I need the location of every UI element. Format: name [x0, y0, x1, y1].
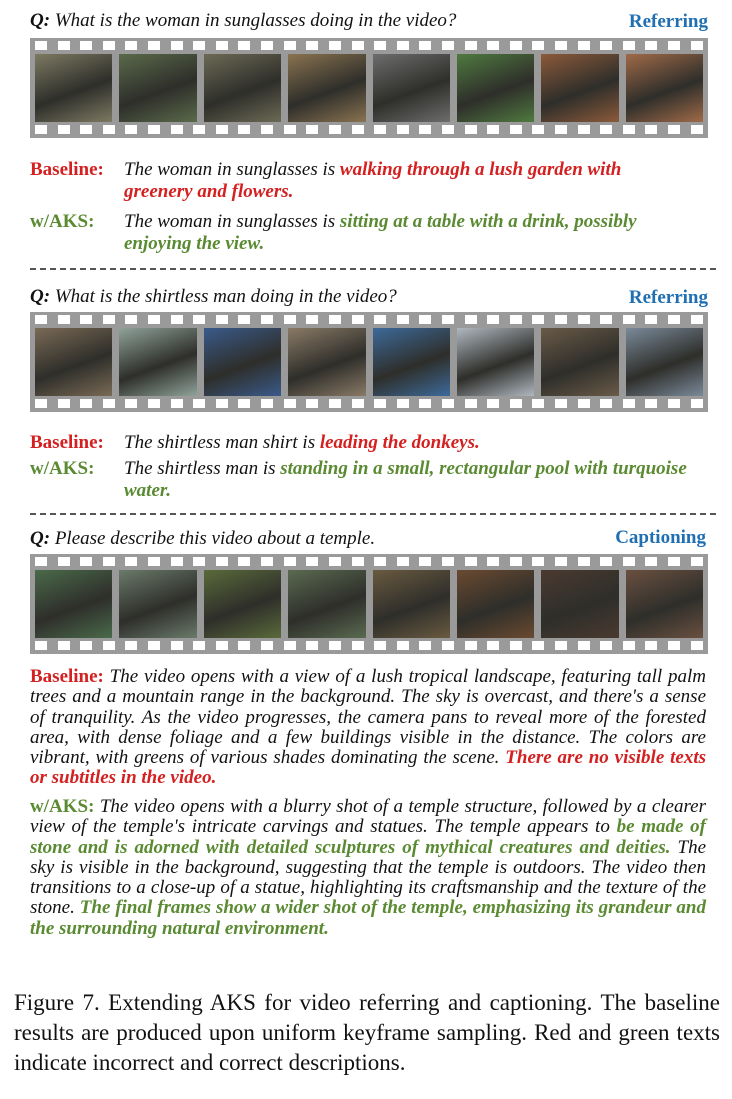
sprocket-hole — [555, 557, 567, 566]
sprocket-hole — [419, 557, 431, 566]
sprocket-hole — [238, 399, 250, 408]
sprocket-hole — [148, 125, 160, 134]
sprocket-hole — [668, 41, 680, 50]
video-frame — [541, 570, 618, 638]
separator-1 — [30, 268, 716, 270]
sprocket-hole — [645, 315, 657, 324]
video-frame — [119, 328, 196, 396]
sprocket-hole — [261, 557, 273, 566]
sprocket-hole — [623, 399, 635, 408]
video-frame — [119, 54, 196, 122]
sprocket-hole — [487, 641, 499, 650]
sprocket-hole — [532, 41, 544, 50]
sprocket-hole — [148, 557, 160, 566]
video-frame — [373, 54, 450, 122]
baseline-caption-3: Baseline: The video opens with a view of a lush tropical landscape, featuring tall palm trees and a mountain range in the background. The sky is overcast, and there's a sense of tranquility. As the video progresses, the camera pans to reveal more of the forested area, with dense foliage and a few buildings visible in the distance. The colors are vibrant, with greens of various shades dominating the scene. There are no visible texts or subtitles in the video. — [30, 666, 707, 789]
sprocket-hole — [125, 41, 137, 50]
sprocket-hole — [578, 41, 590, 50]
film-strip-3 — [30, 554, 708, 654]
sprocket-hole — [645, 557, 657, 566]
sprocket-hole — [193, 399, 205, 408]
sprocket-hole — [329, 399, 341, 408]
sprocket-hole — [125, 399, 137, 408]
sprocket-hole — [238, 125, 250, 134]
sprocket-hole — [374, 315, 386, 324]
sprocket-hole — [216, 399, 228, 408]
sprocket-hole — [103, 41, 115, 50]
video-frame — [541, 328, 618, 396]
video-frame — [457, 328, 534, 396]
sprocket-hole — [555, 125, 567, 134]
sprocket-hole — [487, 125, 499, 134]
sprocket-hole — [171, 125, 183, 134]
sprocket-hole — [284, 315, 296, 324]
question-1: Q: What is the woman in sunglasses doing in the video? — [30, 10, 457, 31]
sprocket-hole — [487, 557, 499, 566]
sprocket-hole — [600, 557, 612, 566]
sprocket-hole — [261, 125, 273, 134]
sprocket-hole — [532, 399, 544, 408]
sprocket-hole — [578, 399, 590, 408]
sprocket-hole — [306, 641, 318, 650]
video-frame — [626, 328, 703, 396]
sprocket-hole — [58, 641, 70, 650]
sprocket-hole — [578, 315, 590, 324]
sprocket-hole — [645, 399, 657, 408]
sprocket-hole — [600, 41, 612, 50]
baseline-answer-1: The woman in sunglasses is walking through a lush garden with greenery and flowers. — [124, 159, 622, 202]
sprocket-hole — [352, 315, 364, 324]
sprocket-hole — [419, 315, 431, 324]
sprocket-hole — [284, 641, 296, 650]
separator-2 — [30, 513, 716, 515]
sprocket-hole — [442, 641, 454, 650]
sprocket-hole — [35, 125, 47, 134]
aks-answer-2: The shirtless man is standing in a small, rectangular pool with turquoise water. — [124, 458, 687, 501]
sprocket-hole — [487, 315, 499, 324]
sprocket-hole — [35, 315, 47, 324]
sprocket-hole — [125, 125, 137, 134]
sprocket-hole — [171, 557, 183, 566]
sprocket-hole — [555, 41, 567, 50]
sprocket-hole — [35, 399, 47, 408]
sprocket-hole — [193, 557, 205, 566]
sprocket-hole — [80, 641, 92, 650]
sprocket-hole — [623, 557, 635, 566]
sprocket-hole — [148, 399, 160, 408]
sprocket-hole — [148, 315, 160, 324]
sprocket-hole — [103, 399, 115, 408]
video-frame — [119, 570, 196, 638]
video-frame — [288, 54, 365, 122]
sprocket-hole — [193, 641, 205, 650]
sprocket-hole — [216, 641, 228, 650]
sprocket-hole — [35, 557, 47, 566]
sprocket-hole — [645, 641, 657, 650]
video-frame — [457, 54, 534, 122]
video-frame — [626, 54, 703, 122]
sprocket-hole — [623, 125, 635, 134]
sprocket-hole — [419, 641, 431, 650]
sprocket-hole — [510, 641, 522, 650]
sprocket-hole — [352, 399, 364, 408]
sprocket-hole — [555, 641, 567, 650]
sprocket-hole — [623, 641, 635, 650]
sprocket-hole — [171, 641, 183, 650]
video-frame — [35, 54, 112, 122]
sprocket-hole — [216, 125, 228, 134]
sprocket-hole — [329, 125, 341, 134]
video-frame — [373, 328, 450, 396]
sprocket-hole — [532, 125, 544, 134]
video-frame — [373, 570, 450, 638]
sprocket-hole — [352, 125, 364, 134]
sprocket-hole — [58, 315, 70, 324]
video-frame — [35, 570, 112, 638]
sprocket-hole — [442, 125, 454, 134]
sprocket-hole — [487, 399, 499, 408]
sprocket-hole — [555, 399, 567, 408]
sprocket-hole — [238, 641, 250, 650]
sprocket-hole — [374, 399, 386, 408]
sprocket-hole — [374, 557, 386, 566]
film-strip-1 — [30, 38, 708, 138]
sprocket-hole — [80, 125, 92, 134]
question-3: Q: Please describe this video about a temple. — [30, 528, 376, 549]
sprocket-hole — [216, 557, 228, 566]
task-tag-1: Referring — [628, 11, 708, 32]
sprocket-hole — [284, 557, 296, 566]
sprocket-hole — [397, 315, 409, 324]
sprocket-hole — [397, 557, 409, 566]
sprocket-hole — [216, 41, 228, 50]
sprocket-hole — [193, 41, 205, 50]
sprocket-hole — [442, 399, 454, 408]
sprocket-hole — [329, 557, 341, 566]
sprocket-hole — [668, 399, 680, 408]
sprocket-hole — [532, 641, 544, 650]
sprocket-hole — [419, 41, 431, 50]
sprocket-hole — [442, 557, 454, 566]
video-frame — [204, 54, 281, 122]
sprocket-hole — [80, 315, 92, 324]
video-frame — [288, 328, 365, 396]
sprocket-hole — [284, 41, 296, 50]
sprocket-hole — [171, 41, 183, 50]
film-strip-2 — [30, 312, 708, 412]
sprocket-hole — [125, 557, 137, 566]
sprocket-hole — [58, 41, 70, 50]
sprocket-hole — [80, 557, 92, 566]
sprocket-hole — [58, 399, 70, 408]
sprocket-hole — [578, 641, 590, 650]
sprocket-hole — [397, 399, 409, 408]
sprocket-hole — [645, 41, 657, 50]
sprocket-hole — [35, 641, 47, 650]
video-frame — [288, 570, 365, 638]
sprocket-hole — [397, 41, 409, 50]
sprocket-hole — [578, 125, 590, 134]
sprocket-hole — [465, 399, 477, 408]
sprocket-hole — [352, 641, 364, 650]
sprocket-hole — [306, 41, 318, 50]
sprocket-hole — [306, 125, 318, 134]
baseline-label-1: Baseline: — [30, 159, 104, 180]
sprocket-hole — [510, 399, 522, 408]
baseline-answer-2: The shirtless man shirt is leading the donkeys. — [124, 432, 480, 453]
sprocket-hole — [306, 399, 318, 408]
sprocket-hole — [306, 315, 318, 324]
sprocket-hole — [125, 315, 137, 324]
sprocket-hole — [645, 125, 657, 134]
sprocket-hole — [465, 315, 477, 324]
sprocket-hole — [510, 41, 522, 50]
baseline-label-2: Baseline: — [30, 432, 104, 453]
sprocket-hole — [193, 315, 205, 324]
sprocket-hole — [691, 41, 703, 50]
sprocket-hole — [487, 41, 499, 50]
sprocket-hole — [35, 41, 47, 50]
sprocket-hole — [374, 641, 386, 650]
sprocket-hole — [284, 399, 296, 408]
sprocket-hole — [668, 557, 680, 566]
video-frame — [204, 570, 281, 638]
sprocket-hole — [465, 641, 477, 650]
sprocket-hole — [510, 557, 522, 566]
sprocket-hole — [691, 557, 703, 566]
sprocket-hole — [58, 125, 70, 134]
sprocket-hole — [442, 315, 454, 324]
task-tag-3: Captioning — [615, 527, 706, 548]
sprocket-hole — [510, 315, 522, 324]
sprocket-hole — [578, 557, 590, 566]
sprocket-hole — [58, 557, 70, 566]
sprocket-hole — [238, 315, 250, 324]
figure-caption: Figure 7. Extending AKS for video referring and captioning. The baseline results are produced upon uniform keyframe sampling. Red and green texts indicate incorrect and correct descriptions. — [14, 990, 720, 1075]
sprocket-hole — [465, 41, 477, 50]
question-2: Q: What is the shirtless man doing in the video? — [30, 286, 397, 307]
sprocket-hole — [374, 125, 386, 134]
sprocket-hole — [532, 315, 544, 324]
video-frame — [541, 54, 618, 122]
sprocket-hole — [80, 41, 92, 50]
sprocket-hole — [261, 41, 273, 50]
video-frame — [626, 570, 703, 638]
sprocket-hole — [125, 641, 137, 650]
sprocket-hole — [216, 315, 228, 324]
video-frame — [204, 328, 281, 396]
video-frame — [457, 570, 534, 638]
sprocket-hole — [329, 315, 341, 324]
sprocket-hole — [419, 399, 431, 408]
sprocket-hole — [329, 641, 341, 650]
sprocket-hole — [419, 125, 431, 134]
sprocket-hole — [600, 399, 612, 408]
sprocket-hole — [261, 315, 273, 324]
sprocket-hole — [238, 557, 250, 566]
video-frame — [35, 328, 112, 396]
sprocket-hole — [668, 315, 680, 324]
aks-caption-3: w/AKS: The video opens with a blurry shot of a temple structure, followed by a clearer view of the temple's intricate carvings and statues. The temple appears to be made of stone and is adorned with detailed sculptures of mythical creatures and deities. The sky is visible in the background, suggesting that the temple is outdoors. The video then transitions to a close-up of a statue, highlighting its craftsmanship and the texture of the stone. The final frames show a wider shot of the temple, emphasizing its grandeur and the surrounding natural environment. — [30, 796, 706, 939]
sprocket-hole — [80, 399, 92, 408]
sprocket-hole — [691, 125, 703, 134]
sprocket-hole — [623, 315, 635, 324]
aks-answer-1: The woman in sunglasses is sitting at a table with a drink, possibly enjoying the view. — [124, 211, 637, 254]
sprocket-hole — [103, 641, 115, 650]
sprocket-hole — [668, 641, 680, 650]
sprocket-hole — [329, 41, 341, 50]
sprocket-hole — [374, 41, 386, 50]
sprocket-hole — [555, 315, 567, 324]
sprocket-hole — [668, 125, 680, 134]
sprocket-hole — [352, 41, 364, 50]
sprocket-hole — [103, 557, 115, 566]
sprocket-hole — [397, 125, 409, 134]
sprocket-hole — [623, 41, 635, 50]
sprocket-hole — [465, 125, 477, 134]
sprocket-hole — [510, 125, 522, 134]
sprocket-hole — [148, 41, 160, 50]
sprocket-hole — [261, 399, 273, 408]
sprocket-hole — [171, 399, 183, 408]
aks-label-1: w/AKS: — [30, 211, 95, 232]
sprocket-hole — [103, 315, 115, 324]
aks-label-2: w/AKS: — [30, 458, 95, 479]
sprocket-hole — [148, 641, 160, 650]
task-tag-2: Referring — [628, 287, 708, 308]
sprocket-hole — [397, 641, 409, 650]
sprocket-hole — [284, 125, 296, 134]
sprocket-hole — [532, 557, 544, 566]
sprocket-hole — [171, 315, 183, 324]
sprocket-hole — [238, 41, 250, 50]
sprocket-hole — [103, 125, 115, 134]
sprocket-hole — [600, 641, 612, 650]
sprocket-hole — [261, 641, 273, 650]
sprocket-hole — [691, 641, 703, 650]
sprocket-hole — [352, 557, 364, 566]
sprocket-hole — [306, 557, 318, 566]
sprocket-hole — [465, 557, 477, 566]
sprocket-hole — [691, 315, 703, 324]
sprocket-hole — [193, 125, 205, 134]
sprocket-hole — [600, 125, 612, 134]
sprocket-hole — [691, 399, 703, 408]
sprocket-hole — [600, 315, 612, 324]
sprocket-hole — [442, 41, 454, 50]
